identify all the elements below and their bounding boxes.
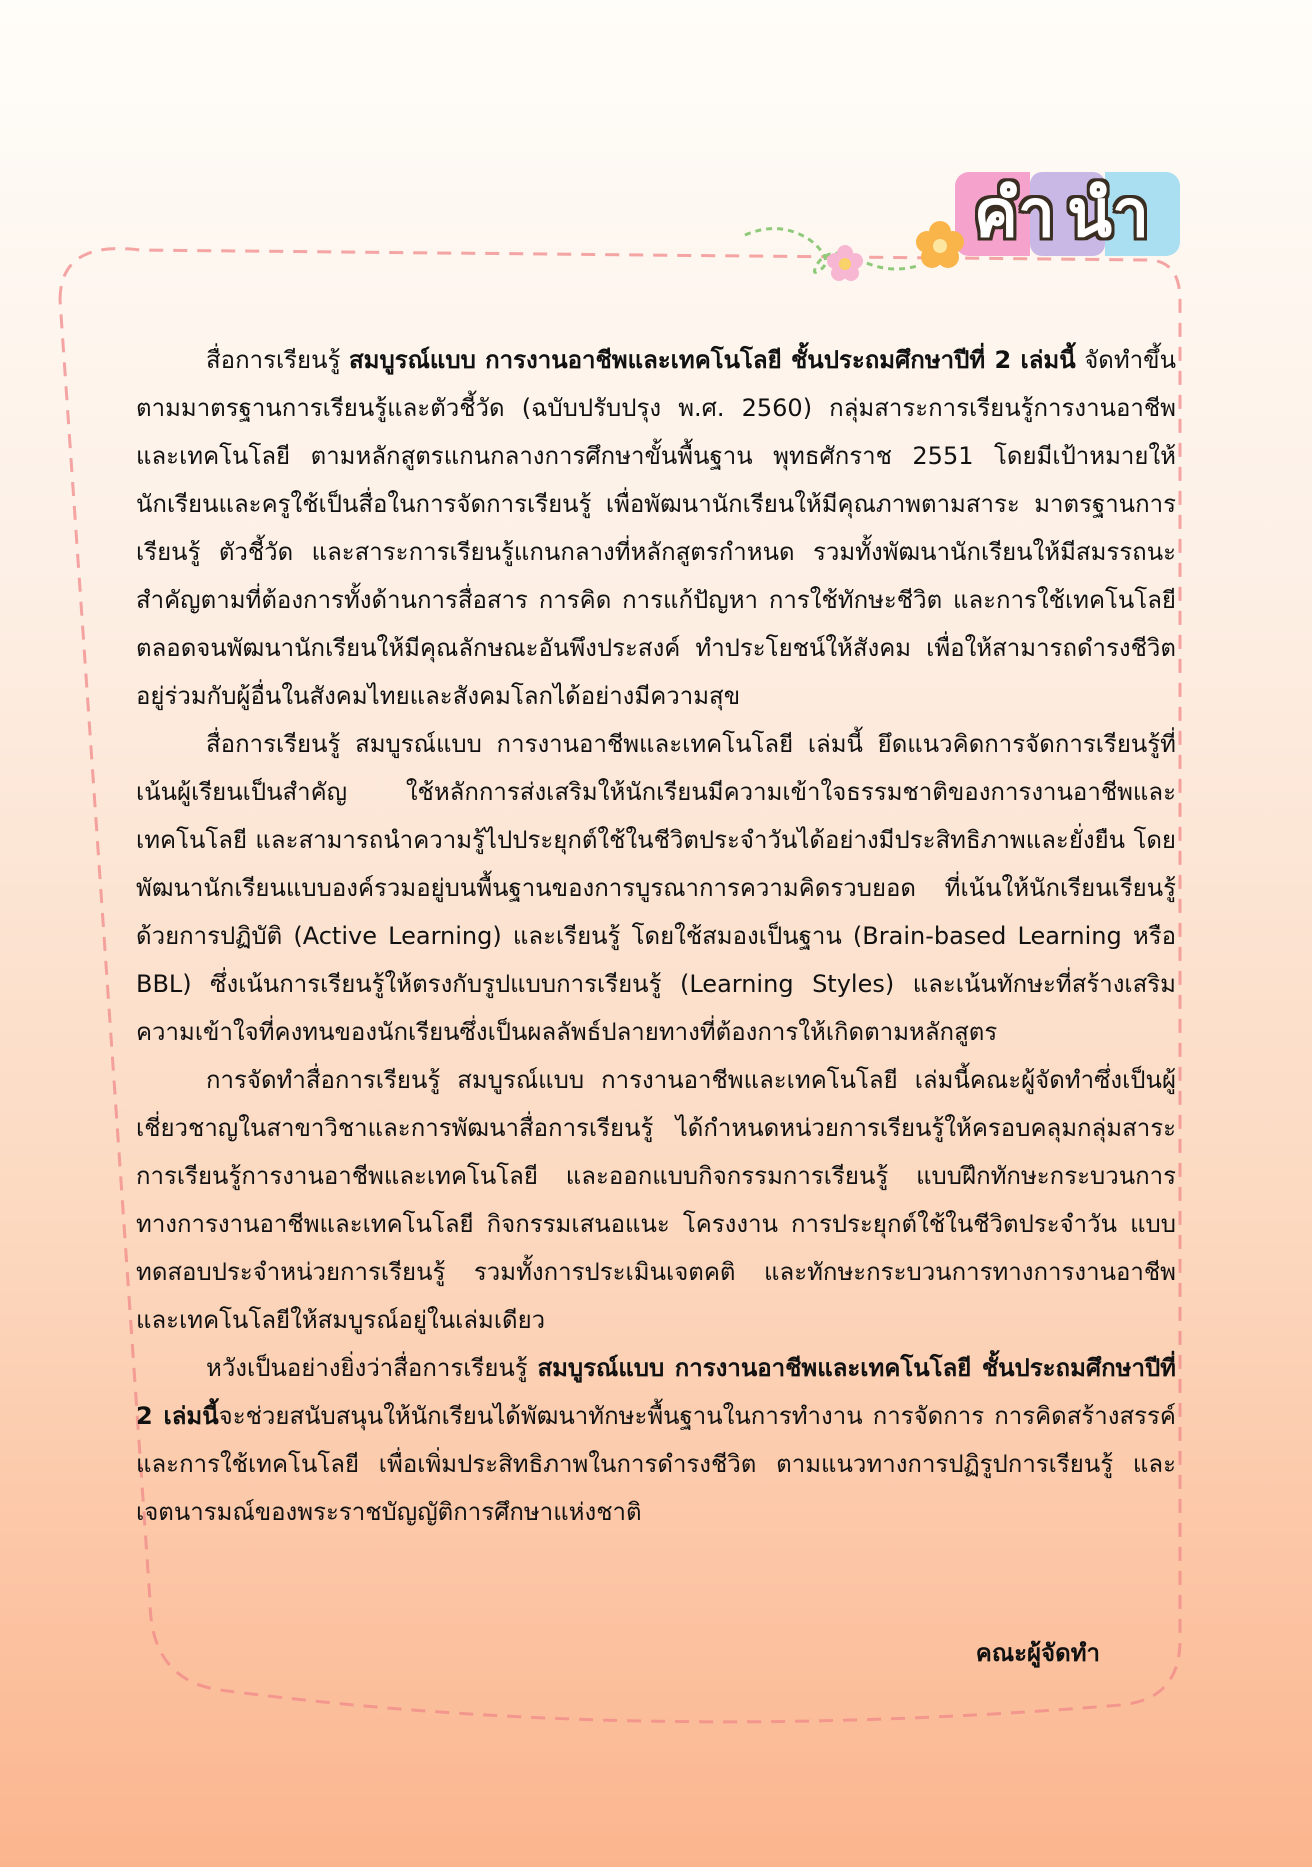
paragraph-text: จะช่วยสนับสนุนให้นักเรียนได้พัฒนาทักษะพื้นฐานในการทำงาน การจัดการ การคิดสร้างสรรค์ และการใช้เทคโนโลยี เพื่อเพิ่มประสิทธิภาพในการดำรงชีวิต ตามแนวทางการปฏิรูปการเรียนรู้ และเจตนารมณ์ของพระราชบัญญัติการศึกษาแห่งชาติ bbox=[136, 1402, 1176, 1526]
paragraph bbox=[136, 720, 1176, 1056]
paragraph-text: หวังเป็นอย่างยิ่งว่าสื่อการเรียนรู้ bbox=[206, 1354, 538, 1382]
page-title: คำนำ bbox=[973, 175, 1162, 252]
flower-icon bbox=[827, 245, 863, 281]
book-title-emphasis: สมบูรณ์แบบ การงานอาชีพและเทคโนโลยี ชั้นประถมศึกษาปีที่ 2 เล่มนี้ bbox=[136, 1354, 1177, 1430]
paragraph-text: การจัดทำสื่อการเรียนรู้ สมบูรณ์แบบ การงานอาชีพและเทคโนโลยี เล่มนี้คณะผู้จัดทำซึ่งเป็นผู้เชี่ยวชาญในสาขาวิชาและการพัฒนาสื่อการเรียนรู้ ได้กำหนดหน่วยการเรียนรู้ให้ครอบคลุมกลุ่มสาระการเรียนรู้การงานอาชีพและเทคโนโลยี และออกแบบกิจกรรมการเรียนรู้ แบบฝึกทักษะกระบวนการทางการงานอาชีพและเทคโนโลยี กิจกรรมเสนอแนะ โครงงาน การประยุกต์ใช้ในชีวิตประจำวัน แบบทดสอบประจำหน่วยการเรียนรู้ รวมทั้งการประเมินเจตคติ และทักษะกระบวนการทางการงานอาชีพและเทคโนโลยีให้สมบูรณ์อยู่ในเล่มเดียว bbox=[136, 1066, 1176, 1334]
decoration bbox=[740, 215, 980, 295]
paragraph bbox=[136, 1344, 1176, 1536]
paragraph bbox=[136, 336, 1176, 720]
title-block bbox=[955, 172, 1180, 256]
paragraph bbox=[136, 1056, 1176, 1344]
paragraph-text: จัดทำขึ้นตามมาตรฐานการเรียนรู้และตัวชี้วัด (ฉบับปรับปรุง พ.ศ. 2560) กลุ่มสาระการเรียนรู้การงานอาชีพและเทคโนโลยี ตามหลักสูตรแกนกลางการศึกษาขั้นพื้นฐาน พุทธศักราช 2551 โดยมีเป้าหมายให้นักเรียนและครูใช้เป็นสื่อในการจัดการเรียนรู้ เพื่อพัฒนานักเรียนให้มีคุณภาพตามสาระ มาตรฐานการเรียนรู้ ตัวชี้วัด และสาระการเรียนรู้แกนกลางที่หลักสูตรกำหนด รวมทั้งพัฒนานักเรียนให้มีสมรรถนะสำคัญตามที่ต้องการทั้งด้านการสื่อสาร การคิด การแก้ปัญหา การใช้ทักษะชีวิต และการใช้เทคโนโลยี ตลอดจนพัฒนานักเรียนให้มีคุณลักษณะอันพึงประสงค์ ทำประโยชน์ให้สังคม เพื่อให้สามารถดำรงชีวิตอยู่ร่วมกับผู้อื่นในสังคมไทยและสังคมโลกได้อย่างมีความสุข bbox=[136, 346, 1176, 710]
flower-icon bbox=[916, 221, 964, 268]
paragraph-text: สื่อการเรียนรู้ สมบูรณ์แบบ การงานอาชีพและเทคโนโลยี เล่มนี้ ยึดแนวคิดการจัดการเรียนรู้ที่เน้นผู้เรียนเป็นสำคัญ ใช้หลักการส่งเสริมให้นักเรียนมีความเข้าใจธรรมชาติของการงานอาชีพและเทคโนโลยี และสามารถนำความรู้ไปประยุกต์ใช้ในชีวิตประจำวันได้อย่างมีประสิทธิภาพและยั่งยืน โดยพัฒนานักเรียนแบบองค์รวมอยู่บนพื้นฐานของการบูรณาการความคิดรวบยอด ที่เน้นให้นักเรียนเรียนรู้ด้วยการปฏิบัติ (Active Learning) และเรียนรู้ โดยใช้สมองเป็นฐาน (Brain-based Learning หรือ BBL) ซึ่งเน้นการเรียนรู้ให้ตรงกับรูปแบบการเรียนรู้ (Learning Styles) และเน้นทักษะที่สร้างเสริมความเข้าใจที่คงทนของนักเรียนซึ่งเป็นผลลัพธ์ปลายทางที่ต้องการให้เกิดตามหลักสูตร bbox=[136, 730, 1176, 1046]
book-title-emphasis: สมบูรณ์แบบ การงานอาชีพและเทคโนโลยี ชั้นประถมศึกษาปีที่ 2 เล่มนี้ bbox=[349, 346, 1076, 374]
signature: คณะผู้จัดทำ bbox=[975, 1639, 1100, 1667]
paragraph-text: สื่อการเรียนรู้ bbox=[206, 346, 349, 374]
preface-body bbox=[136, 336, 1176, 1536]
